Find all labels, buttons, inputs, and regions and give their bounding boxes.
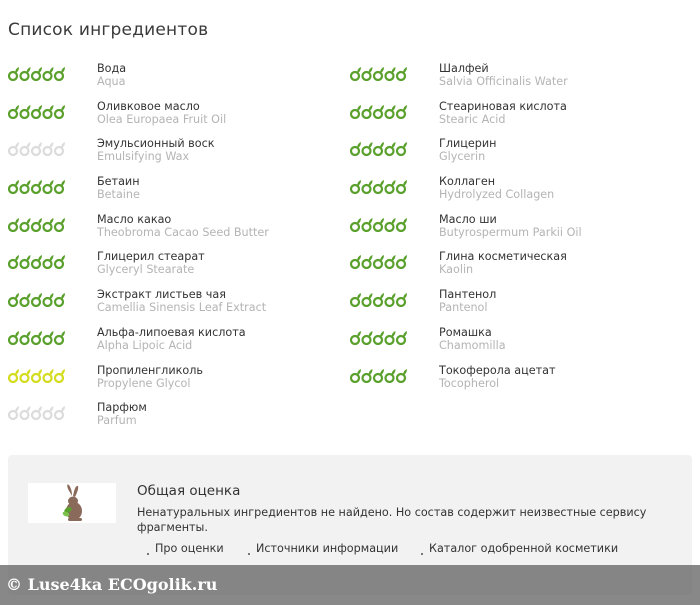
ingredient-latin-name: Alpha Lipoic Acid — [97, 338, 193, 352]
ingredient-latin-name: Betaine — [97, 188, 140, 202]
ingredient-name: Масло какао — [97, 212, 172, 226]
rating-leaves-icon — [8, 369, 66, 383]
ingredient-names — [97, 250, 347, 276]
ingredient-name: Коллаген — [439, 175, 496, 189]
ingredient-latin-name: Emulsifying Wax — [97, 150, 190, 164]
rating-leaves-icon — [8, 293, 66, 307]
rating-leaves-icon — [8, 142, 66, 156]
rabbit-logo — [28, 483, 116, 523]
ingredient-name: Парфюм — [97, 401, 147, 415]
ingredient-names — [97, 401, 347, 427]
ingredient-row[interactable] — [8, 364, 348, 402]
ingredient-latin-name: Theobroma Cacao Seed Butter — [97, 225, 269, 239]
ingredient-name: Пропиленгликоль — [97, 363, 203, 377]
ingredient-row[interactable] — [8, 175, 348, 213]
ingredient-names — [97, 213, 347, 239]
ingredient-name: Масло ши — [439, 212, 497, 226]
ingredient-row[interactable] — [350, 62, 690, 100]
ingredient-names — [439, 213, 689, 239]
rating-leaves-icon — [8, 331, 66, 345]
rating-leaves-icon — [350, 67, 408, 81]
rating-leaves-icon — [350, 255, 408, 269]
ingredient-names — [97, 326, 347, 352]
page-title: Список ингредиентов — [8, 20, 209, 40]
ingredient-names — [97, 288, 347, 314]
ingredient-name: Оливковое масло — [97, 99, 200, 113]
ingredient-names — [97, 364, 347, 390]
ingredient-names — [97, 62, 347, 88]
ingredient-latin-name: Butyrospermum Parkii Oil — [439, 225, 582, 239]
ingredient-names — [97, 100, 347, 126]
ingredient-latin-name: Olea Europaea Fruit Oil — [97, 112, 227, 126]
ingredient-name: Пантенол — [439, 288, 497, 302]
rating-leaves-icon — [350, 218, 408, 232]
ingredient-name: Эмульсионный воск — [97, 137, 215, 151]
ingredient-names — [439, 364, 689, 390]
ingredient-names — [439, 326, 689, 352]
ingredient-row[interactable] — [350, 175, 690, 213]
ingredient-name: Ромашка — [439, 325, 492, 339]
ingredient-row[interactable] — [8, 213, 348, 251]
summary-title: Общая оценка — [137, 483, 241, 499]
ingredient-name: Шалфей — [439, 62, 489, 75]
ingredient-latin-name: Pantenol — [439, 301, 488, 315]
rating-leaves-icon — [350, 105, 408, 119]
ingredient-row[interactable] — [8, 288, 348, 326]
ingredient-names — [439, 250, 689, 276]
ingredient-latin-name: Glyceryl Stearate — [97, 263, 195, 277]
ingredient-latin-name: Salvia Officinalis Water — [439, 75, 568, 88]
rabbit-icon — [28, 483, 116, 523]
ingredient-name: Глицерил стеарат — [97, 250, 205, 264]
summary-text: Ненатуральных ингредиентов не найдено. Но состав содержит неизвестные сервису фрагменты. — [137, 506, 647, 534]
ingredient-row[interactable] — [8, 100, 348, 138]
ingredient-latin-name: Camellia Sinensis Leaf Extract — [97, 301, 267, 315]
rating-leaves-icon — [8, 406, 66, 420]
ingredient-name: Токоферола ацетат — [439, 363, 556, 377]
rating-leaves-icon — [350, 293, 408, 307]
ingredient-names — [439, 100, 689, 126]
ingredient-latin-name: Parfum — [97, 414, 137, 428]
watermark: © Luse4ka ECOgolik.ru — [6, 575, 218, 594]
ingredient-latin-name: Chamomilla — [439, 338, 506, 352]
link-about-ratings[interactable]: Про оценки — [155, 542, 224, 555]
ingredient-row[interactable] — [350, 364, 690, 402]
ingredient-name: Глицерин — [439, 137, 497, 151]
ingredient-column-left — [8, 62, 348, 439]
ingredient-list — [8, 62, 692, 442]
summary-links — [145, 542, 685, 558]
link-info-sources[interactable]: Источники информации — [256, 542, 399, 555]
ingredient-names — [97, 137, 347, 163]
ingredient-latin-name: Stearic Acid — [439, 112, 506, 126]
ingredient-latin-name: Aqua — [97, 75, 126, 88]
rating-leaves-icon — [8, 67, 66, 81]
rating-leaves-icon — [350, 142, 408, 156]
ingredient-row[interactable] — [350, 100, 690, 138]
ingredient-row[interactable] — [350, 288, 690, 326]
link-approved-catalog[interactable]: Каталог одобренной косметики — [429, 542, 619, 555]
ingredient-latin-name: Kaolin — [439, 263, 474, 277]
ingredient-row[interactable] — [350, 213, 690, 251]
rating-leaves-icon — [350, 180, 408, 194]
ingredient-name: Вода — [97, 62, 127, 75]
ingredient-names — [97, 175, 347, 201]
rating-leaves-icon — [8, 255, 66, 269]
ingredient-row[interactable] — [8, 62, 348, 100]
rating-leaves-icon — [350, 331, 408, 345]
ingredient-row[interactable] — [8, 326, 348, 364]
ingredient-row[interactable] — [350, 250, 690, 288]
rating-leaves-icon — [8, 105, 66, 119]
ingredient-row[interactable] — [8, 250, 348, 288]
ingredient-name: Стеариновая кислота — [439, 99, 567, 113]
ingredient-latin-name: Hydrolyzed Collagen — [439, 188, 555, 202]
ingredient-row[interactable] — [350, 137, 690, 175]
ingredient-latin-name: Tocopherol — [439, 376, 500, 390]
ingredient-row[interactable] — [350, 326, 690, 364]
ingredient-row[interactable] — [8, 137, 348, 175]
rating-leaves-icon — [8, 218, 66, 232]
ingredient-column-right — [350, 62, 690, 401]
ingredient-names — [439, 137, 689, 163]
ingredient-name: Альфа-липоевая кислота — [97, 325, 246, 339]
ingredient-latin-name: Glycerin — [439, 150, 486, 164]
rating-leaves-icon — [350, 369, 408, 383]
ingredient-name: Глина косметическая — [439, 250, 567, 264]
ingredient-name: Экстракт листьев чая — [97, 288, 226, 302]
rating-leaves-icon — [8, 180, 66, 194]
watermark-bar — [0, 565, 700, 605]
ingredient-names — [439, 175, 689, 201]
ingredient-names — [439, 62, 689, 88]
ingredient-row[interactable] — [8, 401, 348, 439]
ingredient-name: Бетаин — [97, 175, 140, 189]
ingredient-names — [439, 288, 689, 314]
ingredient-latin-name: Propylene Glycol — [97, 376, 191, 390]
